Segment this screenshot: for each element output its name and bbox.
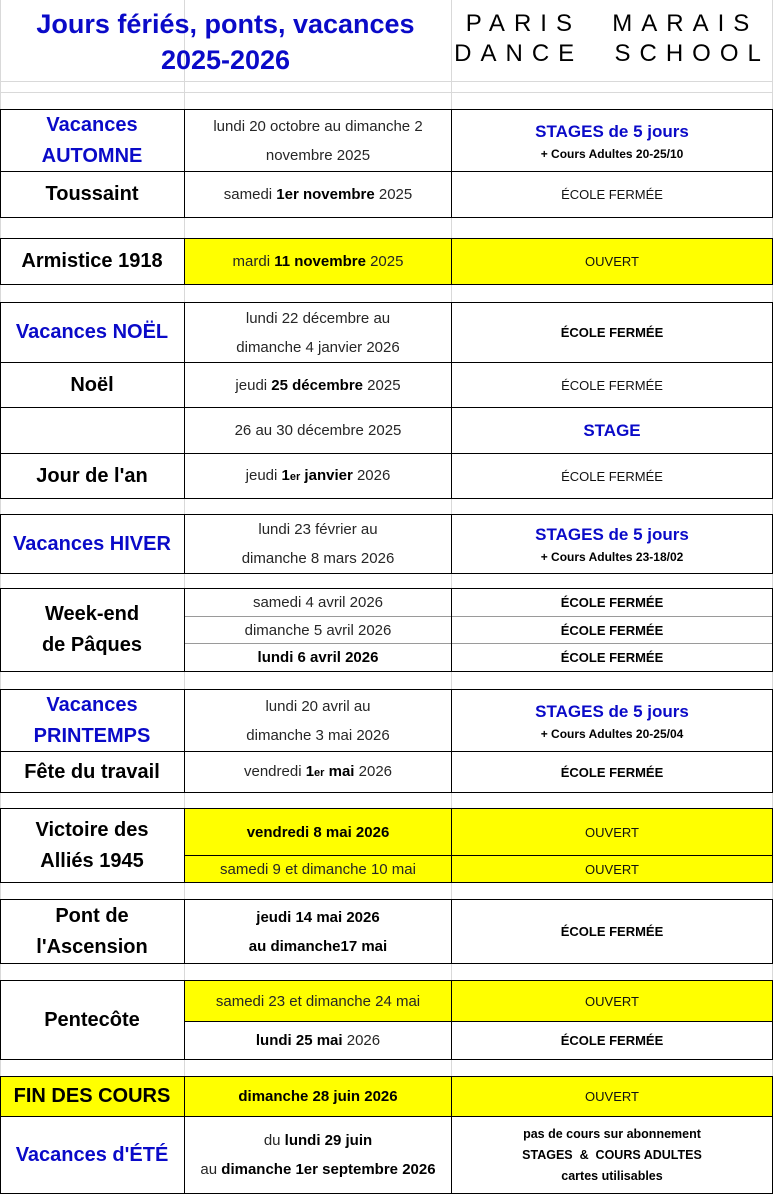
label-line: Victoire des (35, 818, 149, 841)
status-text: ÉCOLE FERMÉE (560, 764, 664, 780)
date-line: vendredi 8 mai 2026 (246, 823, 390, 841)
status-text: ÉCOLE FERMÉE (561, 468, 663, 484)
row-label-hiver (0, 515, 184, 573)
status-paques-samedi (452, 589, 772, 616)
date-pre: jeudi (235, 376, 272, 394)
status-noel-vacances (452, 303, 772, 362)
label-text: Vacances HIVER (13, 532, 171, 555)
status-text: ÉCOLE FERMÉE (561, 377, 663, 393)
date-pre: samedi (223, 186, 277, 203)
label-line: Vacances (46, 113, 138, 136)
status-text: STAGE (583, 420, 641, 440)
date-victoire-weekend (185, 856, 451, 882)
date-pre: vendredi (243, 762, 306, 780)
label-text: Vacances NOËL (15, 321, 169, 343)
date-line: jeudi 14 mai 2026 (256, 908, 380, 926)
status-line: pas de cours sur abonnement (523, 1126, 701, 1141)
label-line: Alliés 1945 (40, 849, 144, 872)
title-line-2: 2025-2026 (160, 45, 291, 75)
date-travail (185, 752, 451, 792)
date-paques-dimanche (185, 617, 451, 643)
status-text: ÉCOLE FERMÉE (560, 595, 664, 610)
date-line: novembre 2025 (265, 146, 371, 164)
status-noel (452, 363, 772, 407)
status-sub: + Cours Adultes 20-25/10 (540, 146, 684, 161)
date-bold: 1er novembre (276, 186, 375, 203)
date-post: 2025 (365, 253, 404, 270)
row-label-travail (0, 752, 184, 792)
status-ascension (452, 900, 772, 963)
row-label-noel (0, 363, 184, 407)
date-line: au dimanche17 mai (248, 937, 388, 955)
date-bold: 11 novembre (274, 253, 366, 270)
date-line: dimanche 28 juin 2026 (238, 1088, 398, 1105)
status-fin-des-cours (452, 1077, 772, 1116)
grid-line (0, 92, 773, 93)
status-toussaint (452, 172, 772, 217)
page-title (0, 0, 451, 84)
status-main: STAGES de 5 jours (535, 121, 689, 141)
date-paques-samedi (185, 589, 451, 616)
status-paques-dimanche (452, 617, 772, 643)
row-label-ascension (0, 900, 184, 963)
brand-line-2: DANCE SCHOOL (454, 40, 770, 67)
label-line: AUTOMNE (41, 144, 143, 167)
date-toussaint (185, 172, 451, 217)
date-line: dimanche 8 mars 2026 (241, 550, 395, 567)
date-paques-lundi (185, 644, 451, 671)
status-text: ÉCOLE FERMÉE (561, 187, 663, 202)
date-bold: 25 décembre (271, 376, 364, 394)
row-label-noel-vacances (0, 303, 184, 362)
status-jour-de-l-an (452, 454, 772, 498)
label-line: PRINTEMPS (33, 724, 151, 747)
status-line: cartes utilisables (561, 1168, 663, 1183)
status-pentecote-weekend (452, 981, 772, 1021)
label-text: Pentecôte (44, 1008, 140, 1031)
status-text: OUVERT (585, 254, 639, 269)
status-main: STAGES de 5 jours (535, 525, 689, 544)
status-text: OUVERT (585, 824, 639, 840)
date-noel-vacances (185, 303, 451, 362)
date-pentecote-weekend (185, 981, 451, 1021)
date-fin-des-cours (185, 1077, 451, 1116)
date-post: 2025 (363, 376, 401, 394)
row-label-automne (0, 110, 184, 171)
status-pentecote-lundi (452, 1022, 772, 1059)
school-brand (452, 6, 772, 72)
date-post: 2026 (342, 1032, 381, 1049)
date-armistice (185, 239, 451, 284)
date-sup: er (314, 766, 325, 779)
row-label-victoire (0, 809, 184, 882)
status-text: OUVERT (585, 861, 639, 877)
row-label-fin-des-cours (0, 1077, 184, 1116)
label-text: Jour de l'an (36, 464, 148, 487)
row-label-printemps (0, 690, 184, 751)
label-text: Fête du travail (24, 760, 160, 783)
date-line: lundi 20 octobre au dimanche 2 (213, 117, 423, 135)
status-travail (452, 752, 772, 792)
label-line: de Pâques (41, 634, 143, 656)
date-line: dimanche 3 mai 2026 (246, 726, 390, 744)
row-label-ete (0, 1117, 184, 1193)
date-pre: au (200, 1161, 222, 1178)
status-text: ÉCOLE FERMÉE (560, 325, 664, 340)
date-post: 2025 (374, 186, 413, 203)
label-text: Noël (70, 373, 114, 396)
row-label-pentecote (0, 981, 184, 1059)
status-sub: + Cours Adultes 20-25/04 (540, 726, 684, 741)
status-text: ÉCOLE FERMÉE (560, 622, 664, 638)
status-victoire-vendredi (452, 809, 772, 855)
date-jour-de-l-an (185, 454, 451, 498)
date-line: dimanche 5 avril 2026 (244, 621, 392, 639)
status-text: ÉCOLE FERMÉE (560, 1033, 664, 1048)
date-pre: mardi (232, 253, 275, 270)
date-pentecote-lundi (185, 1022, 451, 1059)
status-main: STAGES de 5 jours (535, 701, 689, 721)
date-ete (185, 1117, 451, 1193)
date-line: samedi 23 et dimanche 24 mai (215, 992, 421, 1010)
date-bold: lundi 29 juin (284, 1132, 373, 1149)
date-bold: dimanche 1er septembre 2026 (221, 1161, 436, 1178)
date-bold: 1 (305, 762, 315, 780)
status-text: OUVERT (585, 1089, 639, 1104)
status-stage-decembre (452, 408, 772, 453)
date-line: samedi 9 et dimanche 10 mai (220, 860, 416, 878)
date-bold: janvier (300, 466, 353, 484)
status-printemps (452, 690, 772, 751)
date-automne (185, 110, 451, 171)
title-line-1: Jours fériés, ponts, vacances (36, 9, 415, 39)
row-label-paques (0, 589, 184, 671)
status-armistice (452, 239, 772, 284)
row-label-toussaint (0, 172, 184, 217)
label-text: Toussaint (45, 183, 139, 205)
date-pre: du (263, 1132, 285, 1149)
status-ete (452, 1117, 772, 1193)
label-line: Vacances (46, 693, 138, 716)
status-text: ÉCOLE FERMÉE (560, 924, 664, 939)
date-stage-decembre (185, 408, 451, 453)
status-automne (452, 110, 772, 171)
date-line: 26 au 30 décembre 2025 (234, 422, 402, 439)
date-line: samedi 4 avril 2026 (252, 594, 384, 611)
label-line: Week-end (44, 603, 140, 625)
date-line: dimanche 4 janvier 2026 (236, 338, 400, 356)
status-victoire-weekend (452, 856, 772, 882)
date-noel (185, 363, 451, 407)
date-printemps (185, 690, 451, 751)
label-line: Pont de (55, 904, 129, 927)
brand-line-1: PARIS MARAIS (465, 10, 759, 37)
date-pre: jeudi (245, 466, 282, 484)
row-label-jour-de-l-an (0, 454, 184, 498)
status-hiver (452, 515, 772, 573)
date-bold: mai (324, 762, 355, 780)
date-line: lundi 23 février au (258, 521, 378, 538)
date-line: lundi 20 avril au (265, 697, 371, 715)
date-line: lundi 6 avril 2026 (257, 649, 379, 666)
date-post: 2026 (354, 762, 393, 780)
date-hiver (185, 515, 451, 573)
label-line: l'Ascension (36, 935, 148, 958)
label-text: FIN DES COURS (13, 1085, 171, 1107)
label-text: Vacances d'ÉTÉ (15, 1143, 169, 1166)
status-text: ÉCOLE FERMÉE (560, 650, 664, 665)
row-label-armistice (0, 239, 184, 284)
label-text: Armistice 1918 (21, 250, 163, 272)
date-victoire-vendredi (185, 809, 451, 855)
date-ascension (185, 900, 451, 963)
status-line: STAGES & COURS ADULTES (522, 1147, 702, 1162)
status-paques-lundi (452, 644, 772, 671)
date-bold: 1 (281, 466, 290, 484)
status-sub: + Cours Adultes 23-18/02 (540, 550, 684, 564)
date-post: 2026 (352, 466, 391, 484)
date-line: lundi 22 décembre au (245, 309, 391, 327)
date-sup: er (289, 470, 301, 483)
status-text: OUVERT (585, 993, 639, 1009)
date-bold: lundi 25 mai (255, 1032, 343, 1049)
